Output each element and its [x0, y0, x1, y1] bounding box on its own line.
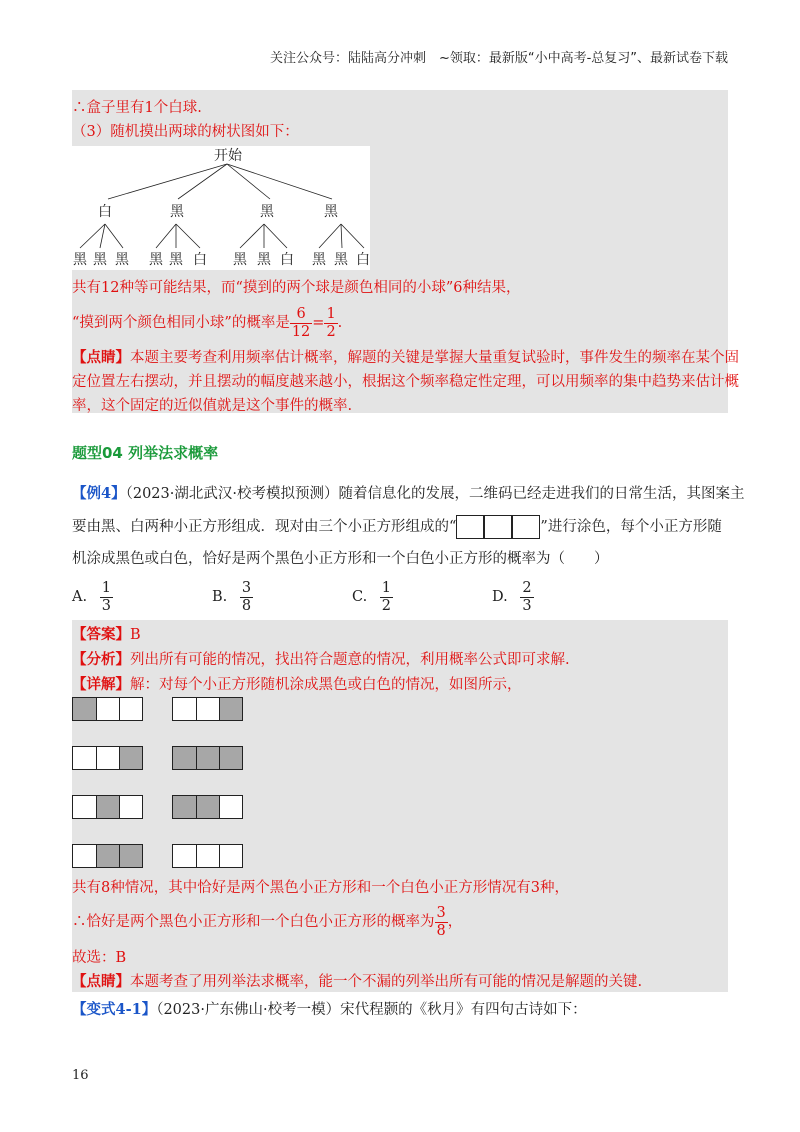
- comment-line: 率，这个固定的近似值就是这个事件的概率.: [72, 398, 353, 414]
- fraction-numerator: 2: [522, 580, 532, 596]
- conclusion-text: ∴恰好是两个黑色小正方形和一个白色小正方形的概率为: [72, 914, 435, 930]
- white-square: [173, 698, 196, 720]
- tree-leaf: 白: [356, 252, 370, 268]
- white-square: [196, 845, 219, 867]
- answer-tag: 【答案】: [72, 626, 130, 643]
- tree-leaf: 黑: [334, 252, 348, 268]
- choose-line: 故选：B: [72, 950, 127, 966]
- three-squares-figure: [456, 515, 540, 539]
- comment-text: 本题考查了用列举法求概率，能一个不漏的列举出所有可能的情况是解题的关键.: [130, 974, 643, 990]
- comment-line: 定位置左右摆动，并且摆动的幅度越来越小，根据这个频率稳定性定理，可以用频率的集中趋势来估计概: [72, 374, 739, 390]
- variant-tag: 【变式4-1】: [72, 1001, 157, 1018]
- page-header: 关注公众号：陆陆高分冲刺 ~领取：最新版“小中高考-总复习”、最新试卷下载: [269, 51, 728, 66]
- black-square: [219, 698, 242, 720]
- tree-root: 开始: [214, 148, 242, 164]
- white-square: [119, 698, 142, 720]
- white-square: [96, 747, 119, 769]
- fraction-denominator: 8: [436, 922, 446, 939]
- white-square: [73, 747, 96, 769]
- analysis-text: 列出所有可能的情况，找出符合题意的情况，利用概率公式即可求解.: [130, 652, 570, 668]
- example-text: ”进行涂色，每个小正方形随: [540, 519, 722, 535]
- coloring-case: [172, 795, 243, 819]
- fraction-denominator: 3: [522, 597, 532, 614]
- tree-leaf: 黑: [312, 252, 326, 268]
- option-fraction: [240, 580, 253, 614]
- analysis-tag: 【分析】: [72, 651, 130, 668]
- option-d: [492, 580, 534, 614]
- coloring-case: [72, 697, 143, 721]
- section-title: 题型04 列举法求概率: [72, 444, 219, 462]
- fraction-numerator: 1: [381, 580, 392, 596]
- tree-leaf: 黑: [169, 252, 183, 268]
- fraction-numerator: 6: [290, 306, 312, 324]
- answer-value: B: [130, 627, 141, 643]
- tree-node-l1: 白: [98, 204, 112, 220]
- coloring-case: [172, 746, 243, 770]
- black-square: [96, 845, 119, 867]
- option-label: B.: [212, 589, 228, 605]
- probability-line: [72, 306, 342, 340]
- period: .: [337, 315, 343, 331]
- example-line: [72, 484, 744, 504]
- equals-sign: =: [312, 315, 325, 331]
- analysis-line: [72, 650, 570, 670]
- fraction-numerator: 1: [326, 306, 336, 322]
- coloring-case: [72, 844, 143, 868]
- comma: ，: [447, 914, 463, 930]
- black-square: [96, 796, 119, 818]
- option-fraction: [100, 580, 113, 614]
- tree-diagram-svg: [72, 146, 370, 270]
- comment-line: [72, 348, 739, 368]
- option-c: [352, 580, 393, 614]
- fraction-numerator: 1: [101, 580, 111, 596]
- tree-leaf: 黑: [233, 252, 247, 268]
- coloring-case: [172, 697, 243, 721]
- white-square: [119, 796, 142, 818]
- conclusion-line: [72, 905, 462, 939]
- fraction-6-12: [290, 306, 312, 340]
- fraction-denominator: 3: [101, 597, 111, 614]
- coloring-case: [72, 746, 143, 770]
- detail-text: 解：对每个小正方形随机涂成黑色或白色的情况，如图所示，: [130, 677, 522, 693]
- example-text: （2023·湖北武汉·校考模拟预测）随着信息化的发展，二维码已经走进我们的日常生活，其图案主: [125, 486, 745, 502]
- option-label: A.: [72, 589, 88, 605]
- tree-node-l1: 黑: [324, 204, 338, 220]
- solution-line: 共有12种等可能结果，而“摸到的两个球是颜色相同的小球”6种结果，: [72, 280, 521, 296]
- black-square: [196, 796, 219, 818]
- comment-line: [72, 972, 642, 992]
- tree-leaf: 黑: [115, 252, 129, 268]
- black-square: [173, 796, 196, 818]
- black-square: [219, 747, 242, 769]
- probability-text: “摸到两个颜色相同小球”的概率是: [72, 315, 290, 331]
- tree-leaf: 黑: [93, 252, 107, 268]
- white-square: [173, 845, 196, 867]
- fraction-numerator: 3: [241, 580, 252, 596]
- tree-leaf: 白: [280, 252, 294, 268]
- black-square: [119, 747, 142, 769]
- white-square: [219, 845, 242, 867]
- page-number: 16: [72, 1068, 89, 1083]
- conclusion-line: 共有8种情况，其中恰好是两个黑色小正方形和一个白色小正方形情况有3种，: [72, 880, 569, 896]
- tree-leaf: 黑: [73, 252, 87, 268]
- tree-leaf: 白: [193, 252, 207, 268]
- fraction-3-8: [435, 905, 448, 939]
- black-square: [173, 747, 196, 769]
- example-text: 要由黑、白两种小正方形组成．现对由三个小正方形组成的“: [72, 519, 457, 535]
- comment-text: 本题主要考查利用频率估计概率，解题的关键是掌握大量重复试验时，事件发生的频率在某个固: [130, 350, 739, 366]
- fraction-numerator: 3: [436, 905, 446, 921]
- solution-line: （3）随机摸出两球的树状图如下：: [72, 124, 299, 140]
- tree-node-l1: 黑: [260, 204, 274, 220]
- variant-text: （2023·广东佛山·校考一模）宋代程颢的《秋月》有四句古诗如下：: [156, 1002, 587, 1018]
- answer-line: [72, 625, 141, 645]
- example-line: [72, 515, 722, 539]
- coloring-case: [72, 795, 143, 819]
- fraction-denominator: 12: [291, 323, 311, 340]
- solution-line: ∴盒子里有1个白球.: [72, 100, 202, 116]
- coloring-case: [172, 844, 243, 868]
- option-fraction: [520, 580, 533, 614]
- fraction-denominator: 8: [241, 597, 252, 614]
- option-label: D.: [492, 589, 508, 605]
- tree-leaf: 黑: [257, 252, 271, 268]
- tree-leaf: 黑: [149, 252, 163, 268]
- tree-diagram: [72, 146, 370, 270]
- black-square: [119, 845, 142, 867]
- option-fraction: [380, 580, 393, 614]
- fraction-1-2: [324, 306, 337, 340]
- example-line: 机涂成黑色或白色，恰好是两个黑色小正方形和一个白色小正方形的概率为（ ）: [72, 551, 609, 567]
- white-square: [196, 698, 219, 720]
- black-square: [73, 698, 96, 720]
- comment-tag: 【点睛】: [72, 349, 130, 366]
- white-square: [73, 796, 96, 818]
- white-square: [219, 796, 242, 818]
- white-square: [96, 698, 119, 720]
- detail-line: [72, 675, 522, 695]
- option-a: [72, 580, 113, 614]
- example-tag: 【例4】: [72, 485, 126, 502]
- white-square: [73, 845, 96, 867]
- tree-node-l1: 黑: [170, 204, 184, 220]
- comment-tag: 【点睛】: [72, 973, 130, 990]
- fraction-denominator: 2: [381, 597, 392, 614]
- detail-tag: 【详解】: [72, 676, 130, 693]
- option-b: [212, 580, 253, 614]
- fraction-denominator: 2: [326, 323, 336, 340]
- black-square: [196, 747, 219, 769]
- option-label: C.: [352, 589, 368, 605]
- variant-line: [72, 1000, 587, 1020]
